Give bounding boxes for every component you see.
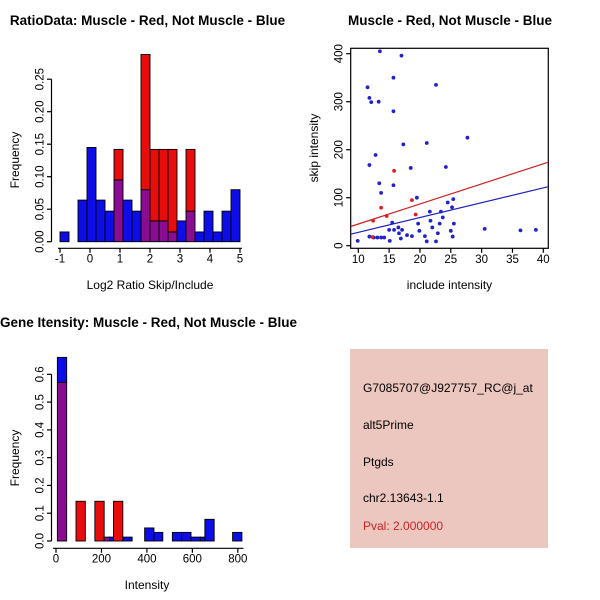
x-tick-label: 400 — [137, 553, 157, 566]
y-tick-label: 400 — [333, 44, 346, 64]
scatter-point — [452, 222, 456, 226]
scatter-point — [410, 234, 414, 238]
hist-bar-segment — [76, 501, 85, 541]
hist-bar-segment — [132, 211, 141, 242]
axes-group — [334, 44, 550, 266]
scatter-point — [382, 236, 386, 240]
locus-text: chr2.13643-1.1 — [363, 491, 444, 505]
gene-histogram-title: Gene Itensity: Muscle - Red, Not Muscle - Blue — [0, 315, 298, 330]
scatter-point — [449, 229, 453, 233]
x-tick-label: 20 — [413, 254, 427, 266]
scatter-point — [369, 100, 373, 104]
scatter-point — [441, 215, 445, 219]
scatter-point — [439, 210, 443, 214]
scatter-point — [410, 198, 414, 202]
hist-bar-segment — [96, 200, 105, 242]
scatter-point — [400, 54, 404, 58]
x-tick-label: 600 — [182, 553, 202, 566]
scatter-point — [392, 169, 396, 173]
hist-bar-segment — [213, 232, 222, 242]
hist-bar-segment — [186, 211, 195, 242]
hist-bar-segment — [159, 221, 168, 242]
hist-bar-segment — [200, 537, 205, 541]
hist-bar-segment — [57, 357, 66, 382]
scatter-point — [379, 206, 383, 210]
fit-lines-group — [351, 162, 549, 234]
y-tick-label: 0.0 — [34, 533, 47, 549]
x-tick-label: 800 — [228, 553, 248, 566]
scatter-point — [444, 165, 448, 169]
y-tick-label: 200 — [333, 140, 346, 160]
scatter-point — [392, 109, 396, 113]
y-tick-label: 0.05 — [34, 198, 47, 221]
gene-symbol-text: Ptgds — [363, 455, 394, 469]
x-tick-label: 200 — [91, 553, 112, 566]
x-tick-label: 5 — [236, 253, 244, 266]
bars-group — [57, 357, 242, 541]
scatter-point — [371, 235, 375, 239]
x-tick-label: 0 — [52, 553, 60, 566]
scatter-point — [392, 183, 396, 187]
x-axis-label: Log2 Ratio Skip/Include — [86, 278, 214, 292]
hist-bar-segment — [150, 149, 159, 221]
hist-bar-segment — [95, 501, 104, 541]
y-tick-label: 0.4 — [34, 421, 47, 438]
scatter-title: Muscle - Red, Not Muscle - Blue — [347, 13, 553, 28]
scatter-point — [374, 153, 378, 157]
hist-bar-segment — [105, 211, 114, 242]
scatter-point — [378, 49, 382, 53]
hist-bar-segment — [78, 200, 87, 242]
plot-box — [351, 48, 549, 248]
scatter-point — [446, 201, 450, 205]
scatter-canvas — [300, 0, 600, 300]
scatter-point — [450, 205, 454, 209]
x-tick-label: -1 — [54, 253, 66, 266]
hist-bar-segment — [150, 221, 159, 242]
hist-bar-segment — [123, 537, 132, 541]
x-tick-label: 4 — [206, 253, 214, 266]
scatter-point — [368, 96, 372, 100]
y-tick-label: 0.2 — [34, 477, 47, 494]
x-tick-label: 30 — [475, 254, 489, 266]
y-tick-label: 0.25 — [34, 68, 47, 91]
scatter-point — [388, 239, 392, 243]
gene-info-panel — [350, 349, 548, 548]
hist-bar-segment — [57, 382, 66, 541]
scatter-point — [397, 231, 401, 235]
scatter-point — [429, 219, 433, 223]
scatter-point — [377, 181, 381, 185]
hist-bar-segment — [141, 190, 150, 242]
y-axis-label: Frequency — [8, 429, 22, 487]
scatter-point — [428, 210, 432, 214]
scatter-point — [390, 221, 394, 225]
scatter-point — [519, 228, 523, 232]
hist-bar-segment — [231, 190, 240, 242]
scatter-point — [399, 237, 403, 241]
hist-bar-segment — [110, 537, 114, 541]
y-axis — [35, 366, 52, 549]
y-axis-label: Frequency — [8, 131, 22, 189]
hist-bar-segment — [113, 501, 122, 541]
scatter-point — [409, 166, 413, 170]
scatter-point — [415, 196, 419, 200]
scatter-point — [387, 228, 391, 232]
scatter-point — [392, 228, 396, 232]
hist-bar-segment — [114, 149, 123, 180]
x-axis-label: include intensity — [406, 278, 493, 292]
y-tick-label: 0.00 — [34, 230, 47, 253]
hist-bar-segment — [191, 537, 200, 541]
y-tick-label: 300 — [333, 92, 346, 112]
hist-bar-segment — [177, 221, 186, 242]
scatter-point — [425, 141, 429, 145]
scatter-point — [423, 234, 427, 238]
bars-group — [60, 55, 240, 242]
scatter-point — [417, 229, 421, 233]
x-tick-label: 25 — [444, 254, 458, 266]
y-axis — [35, 68, 52, 253]
ratio-histogram-canvas — [0, 0, 300, 300]
x-axis — [55, 248, 243, 265]
x-tick-label: 0 — [86, 253, 94, 266]
pval-text: Pval: 2.000000 — [363, 519, 444, 533]
scatter-point — [416, 222, 420, 226]
x-tick-label: 3 — [176, 253, 184, 266]
splice-type-text: alt5Prime — [363, 418, 414, 432]
hist-bar-segment — [205, 519, 214, 541]
scatter-point — [434, 239, 438, 243]
hist-bar-segment — [87, 147, 96, 241]
hist-bar-segment — [159, 149, 168, 221]
points-group-not-muscle — [356, 49, 538, 243]
scatter-point — [405, 233, 409, 237]
hist-bar-segment — [195, 232, 204, 242]
y-tick-label: 100 — [333, 188, 346, 208]
scatter-point — [371, 219, 375, 223]
scatter-point — [368, 163, 372, 167]
y-tick-label: 0.10 — [34, 165, 47, 188]
y-axis-label: skip intensity — [307, 113, 321, 183]
gene-histogram-canvas — [0, 300, 300, 600]
scatter-point — [483, 227, 487, 231]
x-tick-label: 2 — [146, 253, 154, 266]
x-axis — [53, 548, 248, 565]
scatter-point — [451, 197, 455, 201]
scatter-point — [396, 226, 400, 230]
hist-bar-segment — [168, 232, 177, 242]
y-tick-label: 0.1 — [34, 505, 47, 522]
scatter-point — [377, 100, 381, 104]
hist-bar-segment — [123, 200, 132, 242]
hist-bar-segment — [168, 149, 177, 232]
scatter-point — [436, 231, 440, 235]
scatter-point — [466, 136, 470, 140]
scatter-point — [376, 236, 380, 240]
hist-bar-segment — [114, 180, 123, 242]
scatter-point — [414, 213, 418, 217]
y-tick-label: 0 — [333, 242, 346, 249]
x-tick-label: 15 — [382, 254, 396, 266]
scatter-point — [385, 214, 389, 218]
hist-bar-segment — [182, 532, 191, 541]
y-tick-label: 0.5 — [34, 394, 47, 411]
scatter-point — [438, 222, 442, 226]
hist-bar-segment — [104, 537, 109, 541]
y-tick-label: 0.6 — [34, 366, 47, 383]
scatter-point — [379, 191, 383, 195]
y-tick-label: 0.3 — [34, 449, 47, 466]
hist-bar-segment — [233, 532, 242, 541]
hist-bar-segment — [60, 232, 69, 242]
scatter-point — [425, 239, 429, 243]
scatter-point — [430, 226, 434, 230]
ratio-histogram-title: RatioData: Muscle - Red, Not Muscle - Blue — [9, 13, 286, 28]
scatter-point — [392, 76, 396, 80]
scatter-point — [356, 239, 360, 243]
hist-bar-segment — [154, 532, 163, 541]
y-tick-label: 0.15 — [34, 133, 47, 156]
hist-bar-segment — [141, 55, 150, 190]
scatter-point — [434, 83, 438, 87]
hist-bar-segment — [186, 149, 195, 211]
x-tick-label: 40 — [536, 254, 550, 266]
x-axis-label: Intensity — [124, 578, 170, 592]
scatter-point — [401, 143, 405, 147]
x-tick-label: 35 — [506, 254, 519, 266]
scatter-point — [400, 228, 404, 232]
hist-bar-segment — [222, 211, 231, 242]
hist-bar-segment — [204, 211, 213, 242]
scatter-point — [366, 85, 370, 89]
y-tick-label: 0.20 — [34, 100, 47, 123]
x-tick-label: 1 — [116, 253, 124, 266]
probe-id-text: G7085707@J927757_RC@j_at — [363, 381, 533, 395]
scatter-point — [534, 228, 538, 232]
hist-bar-segment — [145, 528, 154, 541]
hist-bar-segment — [172, 532, 181, 541]
x-tick-label: 10 — [351, 254, 365, 266]
scatter-point — [451, 235, 455, 239]
